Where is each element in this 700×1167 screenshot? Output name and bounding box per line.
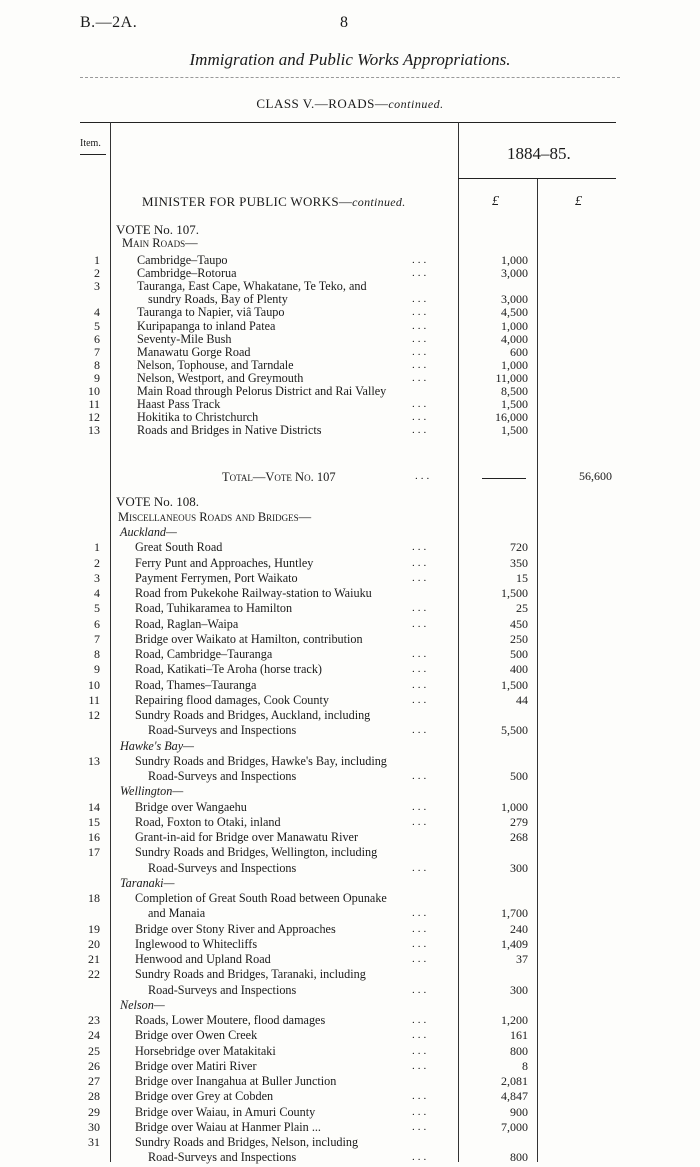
item-description: Kuripapanga to inland Patea <box>137 318 276 333</box>
item-amount: 250 <box>510 631 528 646</box>
item-description: Inglewood to Whitecliffs <box>135 936 258 951</box>
item-number: 30 <box>88 1119 100 1134</box>
dot-leader: ... <box>412 293 430 306</box>
item-description: Ferry Punt and Approaches, Huntley <box>135 555 314 570</box>
dot-leader: ... <box>412 332 430 345</box>
item-number: 20 <box>88 936 100 951</box>
dot-leader: ... <box>412 398 430 411</box>
dot-leader: ... <box>412 617 430 630</box>
table-row <box>0 815 700 829</box>
table-row <box>0 1150 700 1164</box>
item-number: 14 <box>88 799 100 814</box>
dot-leader: ... <box>412 922 430 935</box>
dot-leader: ... <box>412 953 430 965</box>
item-number: 29 <box>88 1104 100 1119</box>
item-amount: 900 <box>510 1104 528 1119</box>
item-description: Road-Surveys and Inspections <box>148 723 297 738</box>
item-description: Road, Katikati–Te Aroha (horse track) <box>135 662 322 677</box>
dot-leader: ... <box>412 1151 430 1164</box>
district-heading: Auckland— <box>120 525 177 539</box>
dot-leader: ... <box>412 1090 430 1103</box>
item-description: Bridge over Waiau, in Amuri County <box>135 1104 316 1119</box>
item-amount: 161 <box>510 1028 528 1043</box>
year-header: 1884–85. <box>507 144 571 163</box>
dot-leader: ... <box>412 267 430 280</box>
item-description: Bridge over Waikato at Hamilton, contribution <box>135 631 363 646</box>
table-row <box>0 693 700 707</box>
item-description: Tauranga to Napier, viâ Taupo <box>137 305 285 320</box>
item-number: 24 <box>88 1028 100 1043</box>
item-description: Seventy-Mile Bush <box>137 331 232 346</box>
item-number: 9 <box>94 370 100 385</box>
table-row <box>0 601 700 615</box>
item-description: Nelson, Tophouse, and Tarndale <box>137 357 294 372</box>
table-row <box>0 1089 700 1103</box>
table-row <box>0 861 700 875</box>
item-amount: 5,500 <box>501 723 528 738</box>
dot-leader: ... <box>412 907 430 920</box>
item-amount: 1,700 <box>501 906 528 921</box>
item-header-underline <box>80 154 106 155</box>
dot-leader: ... <box>412 693 430 706</box>
item-number: 12 <box>88 410 100 425</box>
item-amount: 279 <box>510 814 528 829</box>
table-row <box>0 397 700 411</box>
item-description: Hokitika to Christchurch <box>137 410 259 425</box>
item-description: Bridge over Inangahua at Buller Junction <box>135 1074 337 1088</box>
table-row <box>0 410 700 424</box>
item-number: 3 <box>94 570 100 585</box>
table-row <box>0 906 700 920</box>
dot-leader: ... <box>412 678 430 691</box>
item-number: 8 <box>94 647 100 661</box>
dot-leader: ... <box>412 1059 430 1072</box>
item-number: 17 <box>88 845 100 860</box>
item-number: 4 <box>94 305 100 320</box>
table-row <box>0 845 700 859</box>
page-number: 8 <box>340 14 348 31</box>
dot-leader: ... <box>412 937 430 950</box>
item-number: 2 <box>94 266 100 281</box>
item-description: Road, Thames–Tauranga <box>135 677 257 692</box>
dot-leader: ... <box>412 345 430 358</box>
item-description: Road, Tuhikaramea to Hamilton <box>135 601 293 616</box>
table-row <box>0 292 700 306</box>
item-number: 1 <box>94 253 100 267</box>
dot-leader: ... <box>412 371 430 384</box>
item-amount: 450 <box>510 616 528 631</box>
dot-leader: ... <box>412 358 430 371</box>
title-rule <box>80 77 620 78</box>
table-row <box>0 983 700 997</box>
table-row <box>0 384 700 398</box>
item-description: and Manaia <box>148 906 206 921</box>
item-number: 4 <box>94 586 100 600</box>
table-row <box>0 632 700 646</box>
item-amount: 25 <box>516 601 528 616</box>
item-description: Bridge over Owen Creek <box>135 1028 258 1043</box>
item-number: 10 <box>88 384 100 398</box>
district-heading: Nelson— <box>120 997 165 1012</box>
item-description: Nelson, Westport, and Greymouth <box>137 370 304 385</box>
item-amount: 1,409 <box>501 936 528 951</box>
item-description: Tauranga, East Cape, Whakatane, Te Teko, and <box>137 279 367 294</box>
table-row <box>0 1135 700 1149</box>
item-amount: 7,000 <box>501 1119 528 1134</box>
section-heading <box>142 194 406 210</box>
vote-107-total-dash <box>482 478 526 479</box>
table-row <box>0 586 700 600</box>
item-description: sundry Roads, Bay of Plenty <box>148 292 288 307</box>
item-column-header: Item. <box>80 138 101 149</box>
dot-leader: ... <box>412 556 430 569</box>
item-description: Road, Raglan–Waipa <box>135 616 239 631</box>
section-heading-suffix: continued. <box>352 195 406 209</box>
table-row <box>0 266 700 280</box>
table-row <box>0 1028 700 1042</box>
item-number: 21 <box>88 952 100 966</box>
item-description: Sundry Roads and Bridges, Hawke's Bay, including <box>135 753 387 768</box>
item-description: Cambridge–Rotorua <box>137 266 237 281</box>
table-row <box>0 754 700 768</box>
dot-leader: ... <box>412 1029 430 1042</box>
table-row <box>0 279 700 293</box>
item-amount: 1,500 <box>501 397 528 412</box>
item-number: 13 <box>88 423 100 438</box>
dot-leader: ... <box>412 1105 430 1118</box>
table-row <box>0 358 700 372</box>
table-row <box>0 253 700 267</box>
item-number: 26 <box>88 1058 100 1073</box>
item-description: Cambridge–Taupo <box>137 253 228 267</box>
dot-leader: ... <box>412 815 430 828</box>
item-description: Bridge over Matiri River <box>135 1058 257 1073</box>
dot-leader: ... <box>412 319 430 332</box>
item-number: 2 <box>94 555 100 570</box>
table-row <box>0 1074 700 1088</box>
item-amount: 500 <box>510 769 528 783</box>
class-heading <box>0 96 700 112</box>
item-description: Haast Pass Track <box>137 397 221 412</box>
item-amount: 1,000 <box>501 318 528 333</box>
item-number: 22 <box>88 967 100 982</box>
item-number: 16 <box>88 830 100 844</box>
table-row <box>0 305 700 319</box>
item-amount: 8 <box>522 1058 528 1073</box>
table-row <box>0 345 700 359</box>
table-row <box>0 371 700 385</box>
item-number: 7 <box>94 344 100 359</box>
item-description: Sundry Roads and Bridges, Wellington, including <box>135 845 378 860</box>
item-number: 6 <box>94 616 100 631</box>
item-number: 8 <box>94 357 100 372</box>
item-amount: 3,000 <box>501 292 528 307</box>
item-description: Horsebridge over Matakitaki <box>135 1043 276 1058</box>
item-description: Repairing flood damages, Cook County <box>135 692 329 707</box>
table-row <box>0 769 700 783</box>
item-number: 3 <box>94 279 100 294</box>
item-amount: 1,000 <box>501 357 528 372</box>
item-description: Roads and Bridges in Native Districts <box>137 423 322 438</box>
table-row <box>0 1120 700 1134</box>
table-row <box>0 967 700 981</box>
item-amount: 240 <box>510 921 528 936</box>
item-amount: 37 <box>516 952 528 966</box>
table-row <box>0 423 700 437</box>
currency-symbol-amount: £ <box>492 194 499 209</box>
table-row <box>0 332 700 346</box>
item-description: Manawatu Gorge Road <box>137 344 251 359</box>
page-reference: B.—2A. <box>80 14 138 31</box>
table-row <box>0 937 700 951</box>
item-number: 1 <box>94 540 100 555</box>
district-heading: Wellington— <box>120 784 184 799</box>
table-row <box>0 678 700 692</box>
item-amount: 300 <box>510 982 528 997</box>
table-row <box>0 922 700 936</box>
item-number: 23 <box>88 1013 100 1027</box>
item-number: 10 <box>88 677 100 692</box>
dot-leader: ... <box>412 663 430 676</box>
dot-leader: ... <box>412 424 430 437</box>
vote-107-category: Main Roads— <box>122 236 198 250</box>
item-number: 11 <box>88 692 100 707</box>
table-row <box>0 647 700 661</box>
dot-leader: ... <box>412 602 430 615</box>
dot-leader: ... <box>412 770 430 782</box>
item-description: Road-Surveys and Inspections <box>148 1150 297 1165</box>
class-heading-suffix: continued. <box>388 97 444 111</box>
table-row <box>0 319 700 333</box>
item-description: Road, Cambridge–Tauranga <box>135 647 273 661</box>
item-amount: 1,200 <box>501 1013 528 1027</box>
dot-leader: ... <box>412 983 430 996</box>
page-title: Immigration and Public Works Appropriations. <box>189 50 511 69</box>
table-row <box>0 1105 700 1119</box>
item-amount: 268 <box>510 830 528 844</box>
dot-leader: ... <box>412 724 430 737</box>
dot-leader: ... <box>412 411 430 424</box>
item-description: Payment Ferrymen, Port Waikato <box>135 570 298 585</box>
item-amount: 1,500 <box>501 586 528 600</box>
item-number: 19 <box>88 921 100 936</box>
dot-leader: ... <box>412 254 430 266</box>
item-description: Road, Foxton to Otaki, inland <box>135 814 281 829</box>
item-number: 31 <box>88 1135 100 1149</box>
item-number: 7 <box>94 631 100 646</box>
vote-108-category: Miscellaneous Roads and Bridges— <box>118 510 312 524</box>
district-heading: Hawke's Bay— <box>120 738 195 753</box>
table-row <box>0 1013 700 1027</box>
item-amount: 11,000 <box>495 370 528 385</box>
item-amount: 800 <box>510 1150 528 1165</box>
item-number: 15 <box>88 814 100 829</box>
item-description: Henwood and Upland Road <box>135 952 271 966</box>
class-heading-main: CLASS V.—ROADS— <box>256 96 389 111</box>
item-amount: 1,500 <box>501 423 528 438</box>
table-row <box>0 723 700 737</box>
item-amount: 4,000 <box>501 331 528 346</box>
table-row <box>0 556 700 570</box>
table-row <box>0 662 700 676</box>
table-row <box>0 830 700 844</box>
item-amount: 400 <box>510 662 528 677</box>
dot-leader: ... <box>412 1120 430 1133</box>
table-row <box>0 800 700 814</box>
item-amount: 4,847 <box>501 1089 528 1104</box>
item-description: Bridge over Grey at Cobden <box>135 1089 274 1104</box>
table-row <box>0 617 700 631</box>
item-description: Bridge over Waiau at Hanmer Plain ... <box>135 1119 321 1134</box>
item-amount: 600 <box>510 344 528 359</box>
item-description: Sundry Roads and Bridges, Nelson, including <box>135 1135 359 1149</box>
table-row <box>0 540 700 554</box>
dot-leader: ... <box>412 1044 430 1057</box>
vote-107-title: VOTE No. 107. <box>116 222 200 237</box>
item-amount: 4,500 <box>501 305 528 320</box>
item-description: Road-Surveys and Inspections <box>148 860 297 875</box>
item-number: 6 <box>94 331 100 346</box>
table-row <box>0 891 700 905</box>
item-number: 5 <box>94 318 100 333</box>
vote-107-total-leader: ... <box>415 470 433 482</box>
item-description: Sundry Roads and Bridges, Taranaki, including <box>135 967 366 982</box>
vote-108-title: VOTE No. 108. <box>116 494 200 509</box>
item-amount: 500 <box>510 647 528 661</box>
currency-symbol-total: £ <box>575 194 582 209</box>
item-description: Road from Pukekohe Railway-station to Waiuku <box>135 586 372 600</box>
item-description: Road-Surveys and Inspections <box>148 769 297 783</box>
item-description: Bridge over Stony River and Approaches <box>135 921 336 936</box>
item-amount: 1,000 <box>501 799 528 814</box>
item-number: 9 <box>94 662 100 677</box>
item-number: 28 <box>88 1089 100 1104</box>
dot-leader: ... <box>412 861 430 874</box>
item-amount: 16,000 <box>495 410 528 425</box>
item-amount: 1,500 <box>501 677 528 692</box>
table-row <box>0 571 700 585</box>
item-amount: 300 <box>510 860 528 875</box>
item-amount: 44 <box>516 692 528 707</box>
item-amount: 8,500 <box>501 384 528 398</box>
item-description: Bridge over Wangaehu <box>135 799 247 814</box>
item-number: 13 <box>88 753 100 768</box>
item-description: Sundry Roads and Bridges, Auckland, including <box>135 708 371 722</box>
item-number: 11 <box>88 397 100 412</box>
table-row <box>0 708 700 722</box>
dot-leader: ... <box>412 1014 430 1026</box>
table-top-rule <box>80 122 616 123</box>
item-number: 27 <box>88 1074 100 1088</box>
item-amount: 15 <box>516 570 528 585</box>
vote-107-total-label: Total—Vote No. 107 <box>222 470 336 484</box>
item-amount: 720 <box>510 540 528 555</box>
item-description: Grant-in-aid for Bridge over Manawatu River <box>135 830 359 844</box>
table-row <box>0 1059 700 1073</box>
item-amount: 350 <box>510 555 528 570</box>
item-amount: 2,081 <box>501 1074 528 1088</box>
item-number: 18 <box>88 891 100 905</box>
item-number: 12 <box>88 708 100 722</box>
item-amount: 800 <box>510 1043 528 1058</box>
item-description: Main Road through Pelorus District and Rai Valley <box>137 384 387 398</box>
dot-leader: ... <box>412 571 430 584</box>
section-heading-main: MINISTER FOR PUBLIC WORKS— <box>142 194 353 209</box>
dot-leader: ... <box>412 306 430 319</box>
dot-leader: ... <box>412 800 430 813</box>
item-description: Roads, Lower Moutere, flood damages <box>135 1013 326 1027</box>
item-description: Completion of Great South Road between Opunake <box>135 891 387 905</box>
dot-leader: ... <box>412 541 430 554</box>
item-number: 5 <box>94 601 100 616</box>
item-amount: 3,000 <box>501 266 528 281</box>
vote-107-total: 56,600 <box>579 469 612 483</box>
table-row <box>0 952 700 966</box>
dot-leader: ... <box>412 648 430 660</box>
item-description: Great South Road <box>135 540 223 555</box>
table-row <box>0 1044 700 1058</box>
item-number: 25 <box>88 1043 100 1058</box>
district-heading: Taranaki— <box>120 875 175 890</box>
year-rule <box>458 178 616 179</box>
item-description: Road-Surveys and Inspections <box>148 982 297 997</box>
item-amount: 1,000 <box>501 253 528 267</box>
